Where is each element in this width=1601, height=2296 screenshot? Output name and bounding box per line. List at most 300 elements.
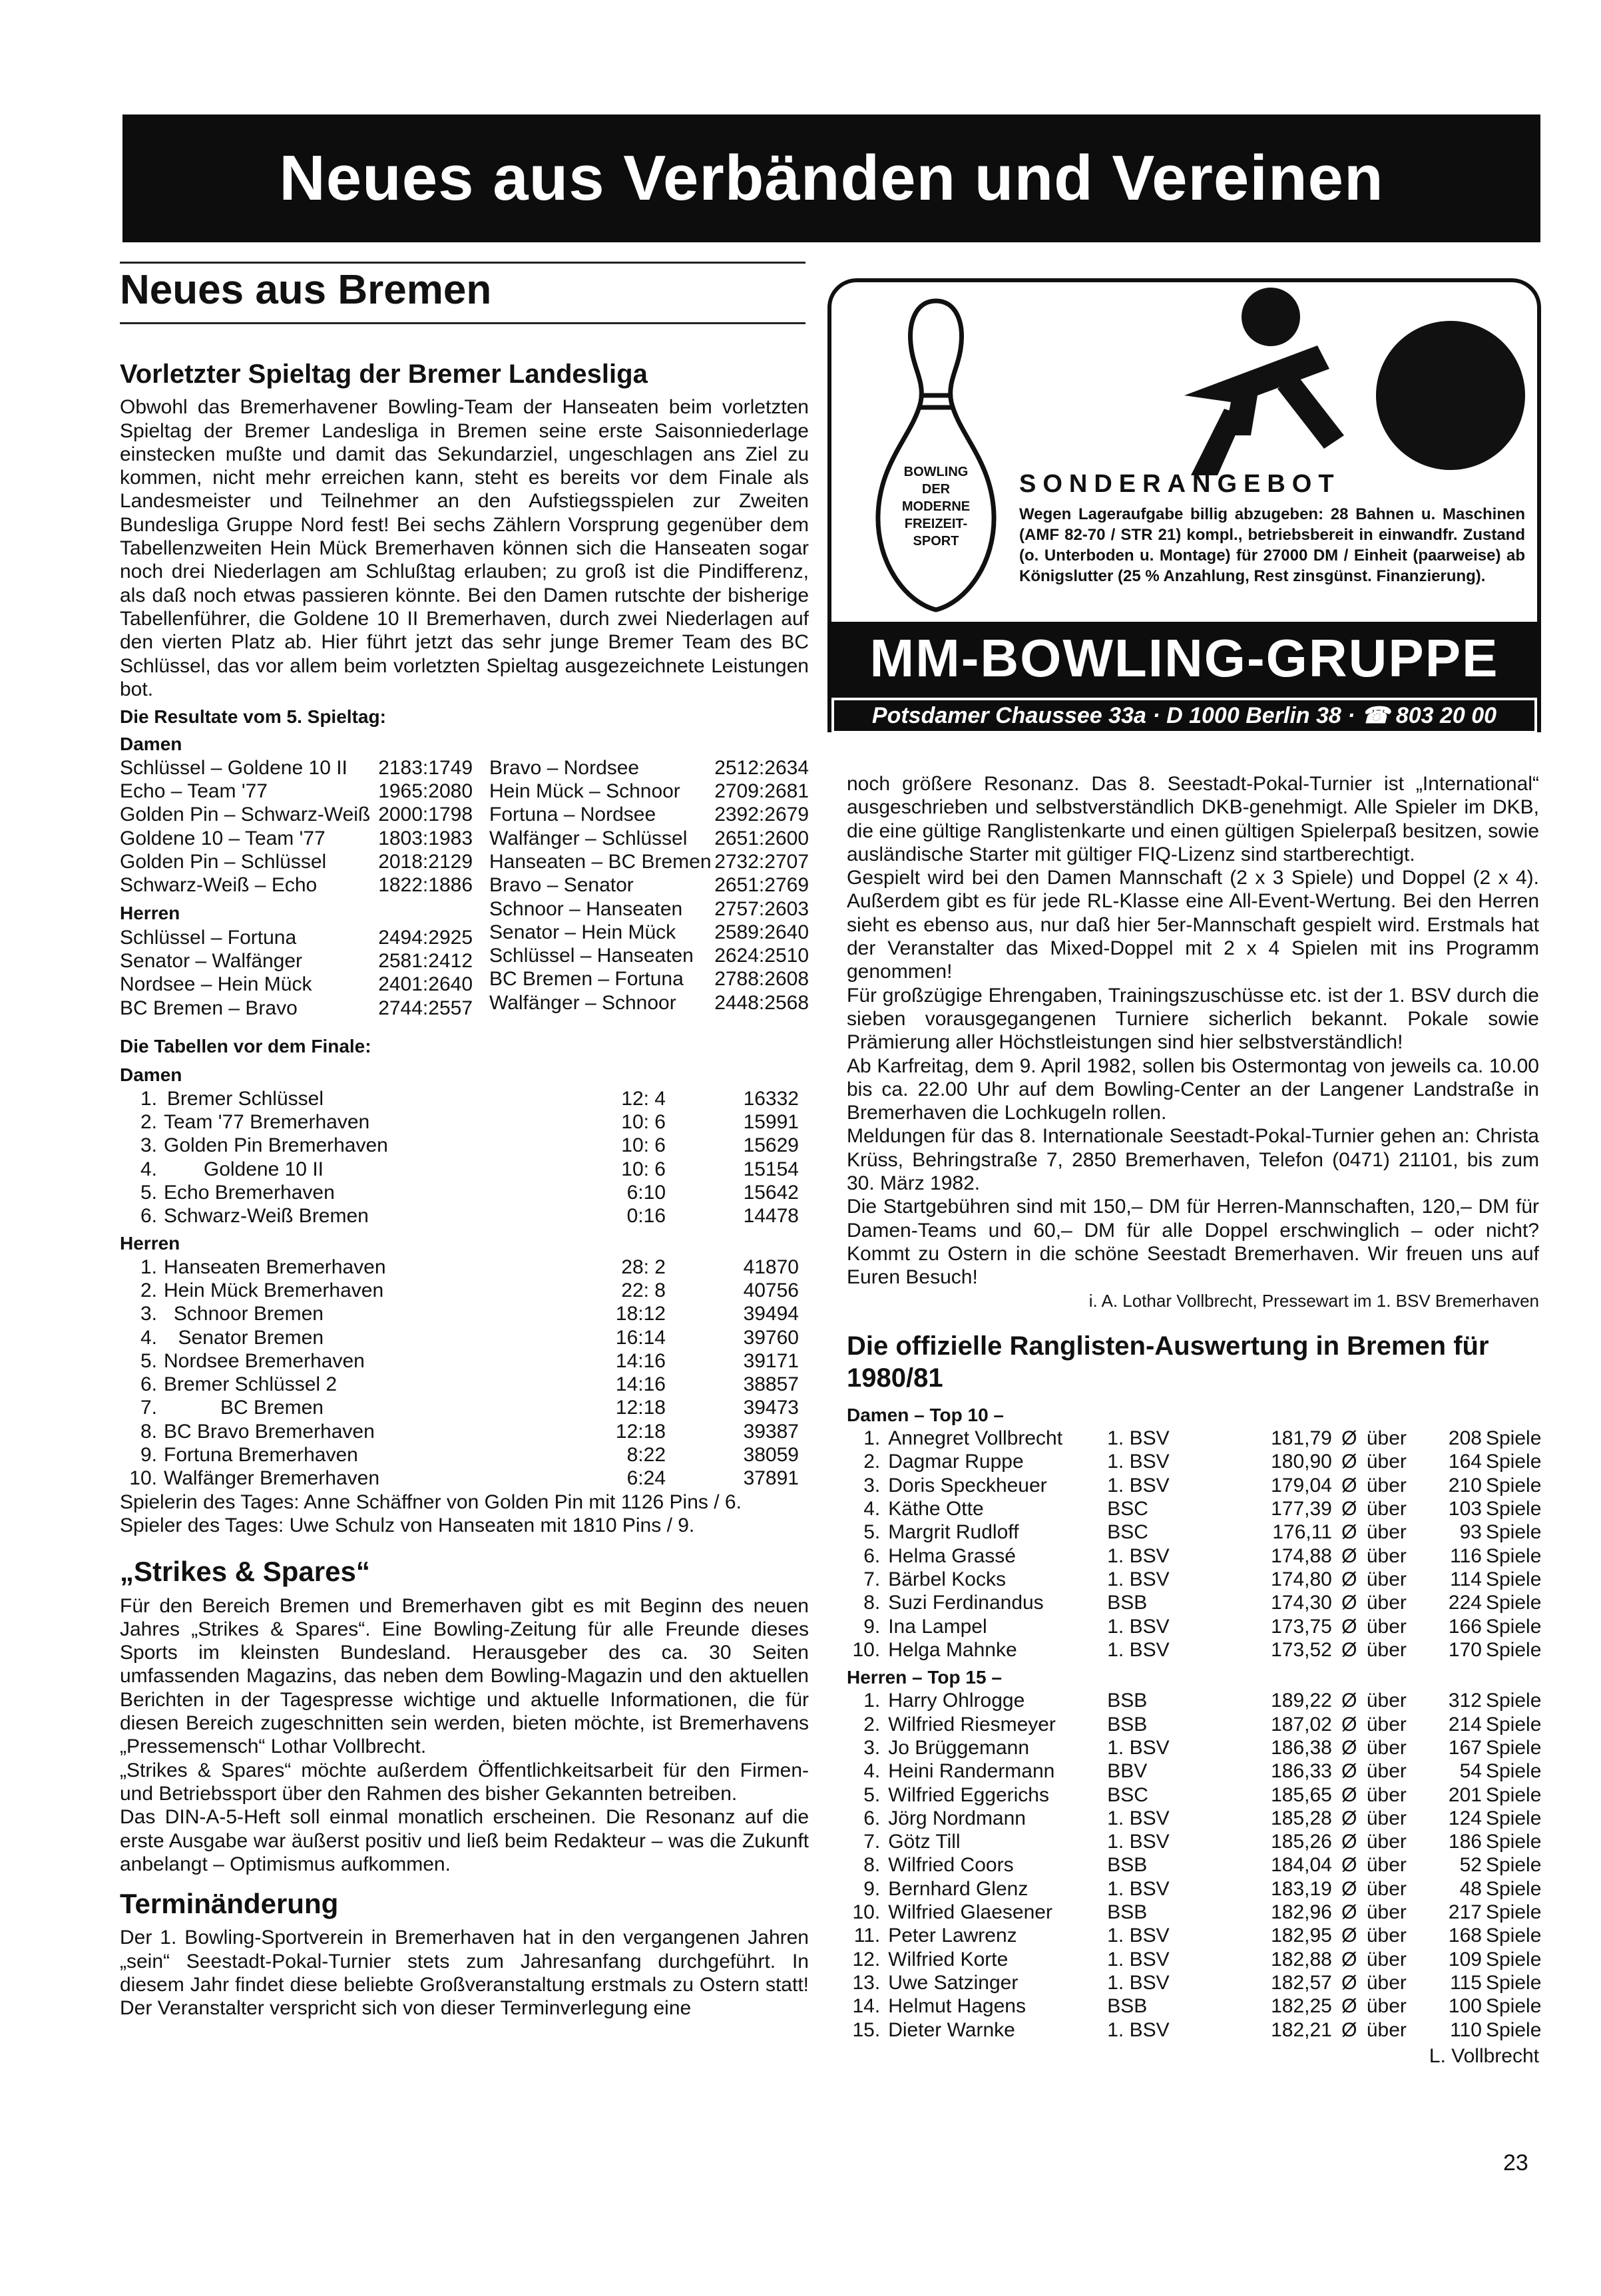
player-of-day-f: Spielerin des Tages: Anne Schäffner von Golden Pin mit 1126 Pins / 6.: [120, 1491, 742, 1513]
club: 1. BSV: [1107, 1427, 1170, 1450]
result-row: [489, 756, 809, 780]
average-symbol: Ø: [1341, 1854, 1357, 1877]
over-label: über: [1366, 1760, 1407, 1783]
points-cell: 10: 6: [621, 1110, 666, 1133]
over-label: über: [1366, 1877, 1407, 1900]
result-row: [120, 780, 489, 803]
club: 1. BSV: [1107, 1736, 1170, 1759]
average-symbol: Ø: [1341, 1638, 1357, 1661]
result-row: [120, 756, 489, 780]
article-paragraph: Für den Bereich Bremen und Bremerhaven gibt es mit Beginn des neuen Jahres „Strikes & Spares“. Eine Bowling-Zeitung für alle Freunde dieses Sports im kleinsten Bundesland. Herausgeber des ca. 30 Seiten umfassenden Magazins, das neben dem Bowling-Magazin und den aktuellen Berichten in der Tagespresse wichtige und aktuelle Informationen, die für diesen Bereich zugeschnitten sein werden, bieten möchte, ist Bremerhavens „Pressemensch“ Lothar Vollbrecht.: [120, 1594, 809, 1758]
banner-title: Neues aus Verbänden und Vereinen: [279, 142, 1384, 214]
team-name: Bremer Schlüssel: [166, 1087, 324, 1110]
player-name: Heini Randermann: [888, 1760, 1055, 1783]
average: 189,22: [1271, 1690, 1332, 1712]
offer-title: SONDERANGEBOT: [1019, 470, 1341, 498]
result-row-cell: 2401:2640: [378, 973, 473, 996]
article-body: Obwohl das Bremerhavener Bowling-Team der Hanseaten beim vorletzten Spieltag der Bremer Landesliga in Bremen seine erste Saisonniederlage einstecken mußte und damit das Sekundarziel, ungeschlagen ans Ziel zu kommen, nicht mehr erreichen kann, steht es bereits vor dem Finale als Landesmeister und Teilnehmer an den Aufstiegsspielen zur Zweiten Bundesliga Gruppe Nord fest! Bei sechs Zählern Vorsprung gegenüber dem Tabellenzweiten Hein Mück Bremerhaven können sich die Hanseaten sogar noch drei Niederlagen am Schlußtag erlauben; zu groß ist die Pindifferenz, als daß noch etwas passieren könnte. Bei den Damen rutschte der bisherige Tabellenführer, die Goldene 10 II Bremerhaven, durch zwei Niederlagen auf den vierten Platz ab. Hier führt jetzt das sehr junge Bremer Team des BC Schlüssel, das vor allem beim vorletzten Spieltag ausgezeichnete Leistungen bot.: [120, 396, 809, 700]
article-paragraph: Das DIN-A-5-Heft soll einmal monatlich erscheinen. Die Resonanz auf die erste Ausgabe war äußerst positiv und ließ beim Redakteur – was die Zukunft anbelangt – Optimismus aufkommen.: [120, 1806, 809, 1875]
rank-number: 6.: [863, 1807, 881, 1829]
offer-box: [1019, 470, 1525, 586]
company-name: MM-BOWLING-GRUPPE: [869, 628, 1499, 688]
player-name: Margrit Rudloff: [888, 1521, 1019, 1544]
over-label: über: [1366, 1615, 1407, 1638]
team-cell: [120, 1158, 506, 1181]
over-label: über: [1366, 1901, 1407, 1924]
average: 182,57: [1271, 1971, 1332, 1994]
over-label: über: [1366, 1498, 1407, 1520]
average-symbol: Ø: [1341, 1925, 1357, 1947]
result-row-cell: Goldene 10 – Team '77: [120, 827, 326, 849]
over-label: über: [1366, 1638, 1407, 1661]
average-symbol: Ø: [1341, 1592, 1357, 1614]
advertisement: [827, 278, 1541, 732]
pins-cell: 38059: [743, 1444, 799, 1467]
games-count: 103: [1448, 1498, 1482, 1520]
result-row-cell: 2732:2707: [714, 850, 809, 873]
over-label: über: [1366, 1544, 1407, 1567]
over-label: über: [1366, 1451, 1407, 1473]
result-row: [489, 991, 809, 1015]
ranking-row: [847, 1971, 1542, 1994]
team-cell: [120, 1396, 506, 1419]
result-row-cell: 2709:2681: [714, 780, 809, 803]
result-row: [120, 973, 489, 996]
pins-cell: 16332: [743, 1087, 799, 1110]
rank-number: 7.: [863, 1831, 881, 1853]
games-label: Spiele: [1485, 1592, 1542, 1614]
article-paragraph: noch größere Resonanz. Das 8. Seestadt-Pokal-Turnier ist „International“ ausgeschrieben und selbstverständlich DKB-genehmigt. Alle Spieler im DKB, die eine gültige Ranglistenkarte und einen gültigen Spielerpaß besitzen, sowie ausländische Starter mit gültiger FIQ-Lizenz sind startberechtigt.: [847, 773, 1539, 865]
rank-number: 10.: [852, 1638, 881, 1661]
result-row: [489, 897, 809, 921]
club: BSB: [1107, 1690, 1148, 1712]
club: 1. BSV: [1107, 1615, 1170, 1638]
games-count: 54: [1459, 1760, 1482, 1783]
club: BBV: [1107, 1760, 1148, 1783]
pin-text-line: MODERNE: [901, 499, 971, 514]
games-count: 116: [1450, 1544, 1482, 1567]
games-count: 166: [1448, 1615, 1482, 1638]
games-label: Spiele: [1485, 1877, 1542, 1900]
result-row: [489, 944, 809, 967]
results-block: [120, 756, 809, 1020]
pins-cell: 14478: [743, 1205, 799, 1228]
ranking-row: [847, 1759, 1542, 1783]
address-band: [831, 698, 1537, 734]
pins-cell: 39387: [743, 1420, 799, 1443]
pins-cell: 39760: [743, 1326, 799, 1349]
rank-number: 3.: [140, 1303, 157, 1325]
games-count: 217: [1448, 1901, 1482, 1924]
average-symbol: Ø: [1341, 1427, 1357, 1450]
rank-number: 15.: [852, 2018, 881, 2041]
points-cell: 0:16: [626, 1205, 666, 1228]
games-label: Spiele: [1485, 1901, 1542, 1924]
average-symbol: Ø: [1341, 1995, 1357, 2018]
games-label: Spiele: [1485, 1474, 1542, 1496]
herren-table-label: Herren: [120, 1233, 180, 1254]
points-cell: 14:16: [615, 1373, 666, 1396]
team-cell: [120, 1110, 506, 1134]
player-name: Wilfried Glaesener: [888, 1901, 1052, 1924]
over-label: über: [1366, 1948, 1407, 1970]
points-cell: 18:12: [615, 1303, 666, 1325]
table-row: [120, 1326, 809, 1349]
team-name: Senator Bremen: [178, 1326, 324, 1349]
result-row: [489, 873, 809, 897]
games-count: 114: [1450, 1568, 1482, 1590]
result-row-cell: 2757:2603: [714, 897, 809, 920]
ranking-row: [847, 1497, 1542, 1520]
result-row-cell: 2183:1749: [378, 756, 473, 779]
team-name: Nordsee Bremerhaven: [164, 1349, 365, 1372]
average: 174,30: [1271, 1592, 1332, 1614]
pins-cell: 39494: [743, 1303, 799, 1325]
average: 174,88: [1271, 1544, 1332, 1567]
team-name: BC Bravo Bremerhaven: [164, 1420, 375, 1443]
result-row: [120, 803, 489, 826]
result-row: [489, 827, 809, 850]
average: 176,11: [1272, 1521, 1332, 1544]
club: 1. BSV: [1107, 1948, 1170, 1970]
ranking-row: [847, 1713, 1542, 1736]
table-row: [120, 1373, 809, 1396]
club: BSB: [1107, 1592, 1148, 1614]
club: 1. BSV: [1107, 1877, 1170, 1900]
damen-label: Damen: [120, 734, 182, 755]
club: 1. BSV: [1107, 1451, 1170, 1473]
result-row-cell: Walfänger – Schnoor: [489, 991, 676, 1014]
club: 1. BSV: [1107, 1568, 1170, 1590]
signature: i. A. Lothar Vollbrecht, Pressewart im 1. BSV Bremerhaven: [1088, 1290, 1539, 1311]
table-row: [120, 1349, 809, 1373]
damen-ranking: [847, 1427, 1542, 1662]
rank-number: 3.: [863, 1736, 881, 1759]
games-count: 186: [1448, 1831, 1482, 1853]
result-row-cell: 2589:2640: [714, 921, 809, 943]
result-row-cell: Golden Pin – Schlüssel: [120, 850, 327, 873]
average-symbol: Ø: [1341, 1831, 1357, 1853]
damen-table: [120, 1087, 809, 1228]
result-row: [489, 850, 809, 873]
team-name: Golden Pin Bremerhaven: [164, 1134, 388, 1157]
average: 174,80: [1271, 1568, 1332, 1590]
table-row: [120, 1087, 809, 1110]
pin-text-line: FREIZEIT-: [904, 517, 968, 531]
rank-number: 5.: [863, 1521, 881, 1544]
rank-number: 9.: [863, 1615, 881, 1638]
herren-ranking-label: Herren – Top 15 –: [847, 1667, 1002, 1688]
pin-text-line: BOWLING: [903, 465, 969, 479]
pins-cell: 38857: [743, 1373, 799, 1396]
average-symbol: Ø: [1341, 1901, 1357, 1924]
games-count: 93: [1459, 1521, 1482, 1544]
player-name: Bernhard Glenz: [888, 1877, 1029, 1900]
article-paragraph: Der 1. Bowling-Sportverein in Bremerhaven hat in den vergangenen Jahren „sein“ Seestadt-Pokal-Turnier stets zum Jahresanfang durchgeführt. In diesem Jahr findet diese beliebte Großveranstaltung erstmals zu Ostern statt! Der Veranstalter verspricht sich von dieser Terminverlegung eine: [120, 1927, 809, 2020]
games-count: 164: [1448, 1451, 1482, 1473]
team-cell: [120, 1326, 506, 1349]
average: 182,88: [1271, 1948, 1332, 1970]
team-cell: [120, 1087, 506, 1110]
article-heading: Vorletzter Spieltag der Bremer Landesliga: [120, 359, 648, 389]
result-row-cell: 2512:2634: [714, 756, 809, 779]
ranking-row: [847, 1924, 1542, 1947]
result-row-cell: Echo – Team '77: [120, 780, 268, 803]
games-label: Spiele: [1485, 1971, 1542, 1994]
games-label: Spiele: [1485, 1736, 1542, 1759]
author: L. Vollbrecht: [1429, 2044, 1539, 2067]
section-title: Neues aus Bremen: [120, 267, 492, 313]
over-label: über: [1366, 1854, 1407, 1877]
average-symbol: Ø: [1341, 1451, 1357, 1473]
games-label: Spiele: [1485, 1760, 1542, 1783]
over-label: über: [1366, 1521, 1407, 1544]
result-row-cell: 2448:2568: [714, 991, 809, 1014]
ranking-row: [847, 1736, 1542, 1759]
player-name: Jörg Nordmann: [888, 1807, 1026, 1829]
average: 173,75: [1271, 1615, 1332, 1638]
rank-number: 5.: [863, 1783, 881, 1806]
divider: [120, 262, 805, 264]
table-row: [120, 1302, 809, 1325]
average: 185,28: [1271, 1807, 1332, 1829]
player-name: Peter Lawrenz: [888, 1925, 1017, 1947]
games-count: 224: [1448, 1592, 1482, 1614]
average: 179,04: [1271, 1474, 1332, 1496]
player-name: Helga Mahnke: [888, 1638, 1017, 1661]
player-name: Dagmar Ruppe: [888, 1451, 1024, 1473]
average: 180,90: [1271, 1451, 1332, 1473]
pins-cell: 40756: [743, 1279, 799, 1301]
table-row: [120, 1420, 809, 1443]
player-name: Helma Grassé: [888, 1544, 1016, 1567]
ranking-row: [847, 1689, 1542, 1712]
rank-number: 1.: [140, 1087, 157, 1110]
pin-text-line: DER: [921, 482, 951, 497]
games-label: Spiele: [1485, 1451, 1542, 1473]
team-cell: [120, 1467, 506, 1490]
herren-results: [120, 926, 489, 1020]
games-label: Spiele: [1485, 2018, 1542, 2041]
damen-table-label: Damen: [120, 1064, 182, 1086]
games-count: 110: [1450, 2018, 1482, 2041]
banner: [122, 115, 1540, 242]
games-label: Spiele: [1485, 1854, 1542, 1877]
rank-number: 2.: [863, 1451, 881, 1473]
pins-cell: 15991: [743, 1110, 799, 1133]
rank-number: 10.: [852, 1901, 881, 1924]
over-label: über: [1366, 1568, 1407, 1590]
herren-ranking: [847, 1689, 1542, 2041]
team-name: BC Bremen: [220, 1397, 324, 1419]
over-label: über: [1366, 1427, 1407, 1450]
bowling-pin-icon: [866, 296, 1006, 615]
result-row: [489, 780, 809, 803]
result-row: [120, 926, 489, 949]
damen-results: [120, 756, 489, 897]
result-row-cell: BC Bremen – Bravo: [120, 997, 298, 1019]
rank-number: 2.: [863, 1713, 881, 1735]
club: 1. BSV: [1107, 2018, 1170, 2041]
pins-cell: 41870: [743, 1256, 799, 1278]
over-label: über: [1366, 1925, 1407, 1947]
table-row: [120, 1204, 809, 1228]
ranking-row: [847, 1638, 1542, 1662]
player-name: Doris Speckheuer: [888, 1474, 1047, 1496]
article-paragraph: Ab Karfreitag, dem 9. April 1982, sollen bis Ostermontag von jeweils ca. 10.00 bis ca. 22.00 Uhr auf dem Bowling-Center an der Langener Landstraße in Bremerhaven die Lochkugeln rollen.: [847, 1054, 1539, 1124]
average-symbol: Ø: [1341, 2018, 1357, 2041]
ranking-row: [847, 1807, 1542, 1830]
result-row-cell: Senator – Walfänger: [120, 950, 303, 973]
rank-number: 6.: [863, 1544, 881, 1567]
points-cell: 16:14: [615, 1326, 666, 1349]
rank-number: 1.: [863, 1690, 881, 1712]
average: 181,79: [1271, 1427, 1332, 1450]
team-cell: [120, 1443, 506, 1467]
result-row-cell: Schlüssel – Goldene 10 II: [120, 756, 347, 779]
rank-number: 6.: [140, 1373, 157, 1396]
club: 1. BSV: [1107, 1474, 1170, 1496]
team-name: Fortuna Bremerhaven: [164, 1444, 358, 1467]
table-row: [120, 1181, 809, 1204]
ranking-row: [847, 1520, 1542, 1544]
average-symbol: Ø: [1341, 1783, 1357, 1806]
over-label: über: [1366, 1592, 1407, 1614]
average-symbol: Ø: [1341, 1877, 1357, 1900]
rank-number: 4.: [140, 1326, 157, 1349]
article-paragraph: Für großzügige Ehrengaben, Trainingszuschüsse etc. ist der 1. BSV durch die sieben vorausgegangenen Turniere sicherlich bekannt. Pokale sowie Prämierung aller Höchstleistungen sind hier selbstverständlich!: [847, 984, 1539, 1054]
result-row: [120, 827, 489, 850]
average: 177,39: [1271, 1498, 1332, 1520]
article-heading: „Strikes & Spares“: [120, 1556, 370, 1588]
games-label: Spiele: [1485, 1427, 1542, 1450]
player-name: Suzi Ferdinandus: [888, 1592, 1044, 1614]
over-label: über: [1366, 1474, 1407, 1496]
rank-number: 2.: [140, 1279, 157, 1301]
games-count: 214: [1448, 1713, 1482, 1735]
club: BSB: [1107, 1901, 1148, 1924]
result-row-cell: 2018:2129: [378, 850, 473, 873]
rank-number: 1.: [140, 1256, 157, 1278]
player-name: Helmut Hagens: [888, 1995, 1026, 2018]
rank-number: 8.: [863, 1592, 881, 1614]
games-label: Spiele: [1485, 1783, 1542, 1806]
player-name: Harry Ohlrogge: [888, 1690, 1025, 1712]
ranking-row: [847, 1830, 1542, 1853]
team-cell: [120, 1134, 506, 1157]
result-row-cell: Schlüssel – Fortuna: [120, 926, 297, 949]
result-row-cell: 2651:2600: [714, 827, 809, 849]
bowler-figure-icon: [1031, 282, 1537, 482]
pins-cell: 15629: [743, 1134, 799, 1157]
player-name: Bärbel Kocks: [888, 1568, 1006, 1590]
pins-cell: 15642: [743, 1181, 799, 1204]
average-symbol: Ø: [1341, 1690, 1357, 1712]
average-symbol: Ø: [1341, 1474, 1357, 1496]
games-count: 167: [1448, 1736, 1482, 1759]
games-label: Spiele: [1485, 1521, 1542, 1544]
herren-label: Herren: [120, 902, 180, 923]
left-column: [120, 359, 809, 2020]
rank-number: 1.: [863, 1427, 881, 1450]
player-name: Wilfried Coors: [888, 1854, 1014, 1877]
team-name: Schnoor Bremen: [173, 1303, 324, 1325]
ranking-row: [847, 1474, 1542, 1497]
rank-number: 4.: [863, 1498, 881, 1520]
player-name: Annegret Vollbrecht: [888, 1427, 1063, 1450]
result-row-cell: Schnoor – Hanseaten: [489, 897, 683, 920]
games-label: Spiele: [1485, 1568, 1542, 1590]
result-row: [120, 997, 489, 1020]
games-count: 48: [1459, 1877, 1482, 1900]
player-name: Wilfried Riesmeyer: [888, 1713, 1056, 1735]
rank-number: 12.: [852, 1948, 881, 1970]
rank-number: 7.: [140, 1397, 157, 1419]
result-row-cell: Walfänger – Schlüssel: [489, 827, 688, 849]
points-cell: 22: 8: [621, 1279, 666, 1301]
over-label: über: [1366, 1713, 1407, 1735]
average: 182,25: [1271, 1995, 1332, 2018]
rank-number: 9.: [140, 1444, 157, 1467]
points-cell: 14:16: [615, 1349, 666, 1372]
offer-body: Wegen Lageraufgabe billig abzugeben: 28 Bahnen u. Maschinen (AMF 82-70 / STR 21) kompl., betriebsbereit in einwandfr. Zustand (o. Unterboden u. Montage) für 27000 DM / Einheit (paarweise) ab Königslutter (25 % Anzahlung, Rest zinsgünst. Finanzierung).: [1019, 505, 1525, 585]
average: 185,26: [1271, 1831, 1332, 1853]
player-name: Dieter Warnke: [888, 2018, 1015, 2041]
games-count: 312: [1448, 1690, 1482, 1712]
player-name: Jo Brüggemann: [888, 1736, 1030, 1759]
rank-number: 4.: [140, 1158, 157, 1180]
result-row-cell: 1822:1886: [378, 874, 473, 897]
rank-number: 3.: [140, 1134, 157, 1157]
result-row-cell: Bravo – Senator: [489, 874, 634, 897]
club: 1. BSV: [1107, 1638, 1170, 1661]
team-name: Echo Bremerhaven: [164, 1181, 335, 1204]
team-name: Walfänger Bremerhaven: [164, 1467, 380, 1490]
table-row: [120, 1443, 809, 1467]
result-row-cell: 2788:2608: [714, 968, 809, 991]
player-of-day-m: Spieler des Tages: Uwe Schulz von Hanseaten mit 1810 Pins / 9.: [120, 1514, 695, 1536]
club: 1. BSV: [1107, 1831, 1170, 1853]
average-symbol: Ø: [1341, 1760, 1357, 1783]
rank-number: 13.: [852, 1971, 881, 1994]
over-label: über: [1366, 1807, 1407, 1829]
games-label: Spiele: [1485, 1615, 1542, 1638]
points-cell: 6:10: [626, 1181, 666, 1204]
team-cell: [120, 1302, 506, 1325]
rank-number: 11.: [853, 1925, 881, 1947]
over-label: über: [1366, 1971, 1407, 1994]
table-row: [120, 1110, 809, 1134]
ranking-row: [847, 1544, 1542, 1568]
average-symbol: Ø: [1341, 1807, 1357, 1829]
result-row-cell: 2651:2769: [714, 874, 809, 897]
table-row: [120, 1134, 809, 1157]
results-left: [120, 756, 489, 1020]
club: 1. BSV: [1107, 1544, 1170, 1567]
over-label: über: [1366, 1831, 1407, 1853]
games-label: Spiele: [1485, 1807, 1542, 1829]
average: 186,38: [1271, 1736, 1332, 1759]
average-symbol: Ø: [1341, 1736, 1357, 1759]
player-name: Wilfried Eggerichs: [888, 1783, 1049, 1806]
team-name: Hanseaten Bremerhaven: [164, 1256, 386, 1278]
pin-text: [873, 463, 999, 550]
average-symbol: Ø: [1341, 1615, 1357, 1638]
table-row: [120, 1279, 809, 1302]
rank-number: 8.: [863, 1854, 881, 1877]
ranking-row: [847, 1877, 1542, 1901]
points-cell: 28: 2: [621, 1256, 666, 1278]
